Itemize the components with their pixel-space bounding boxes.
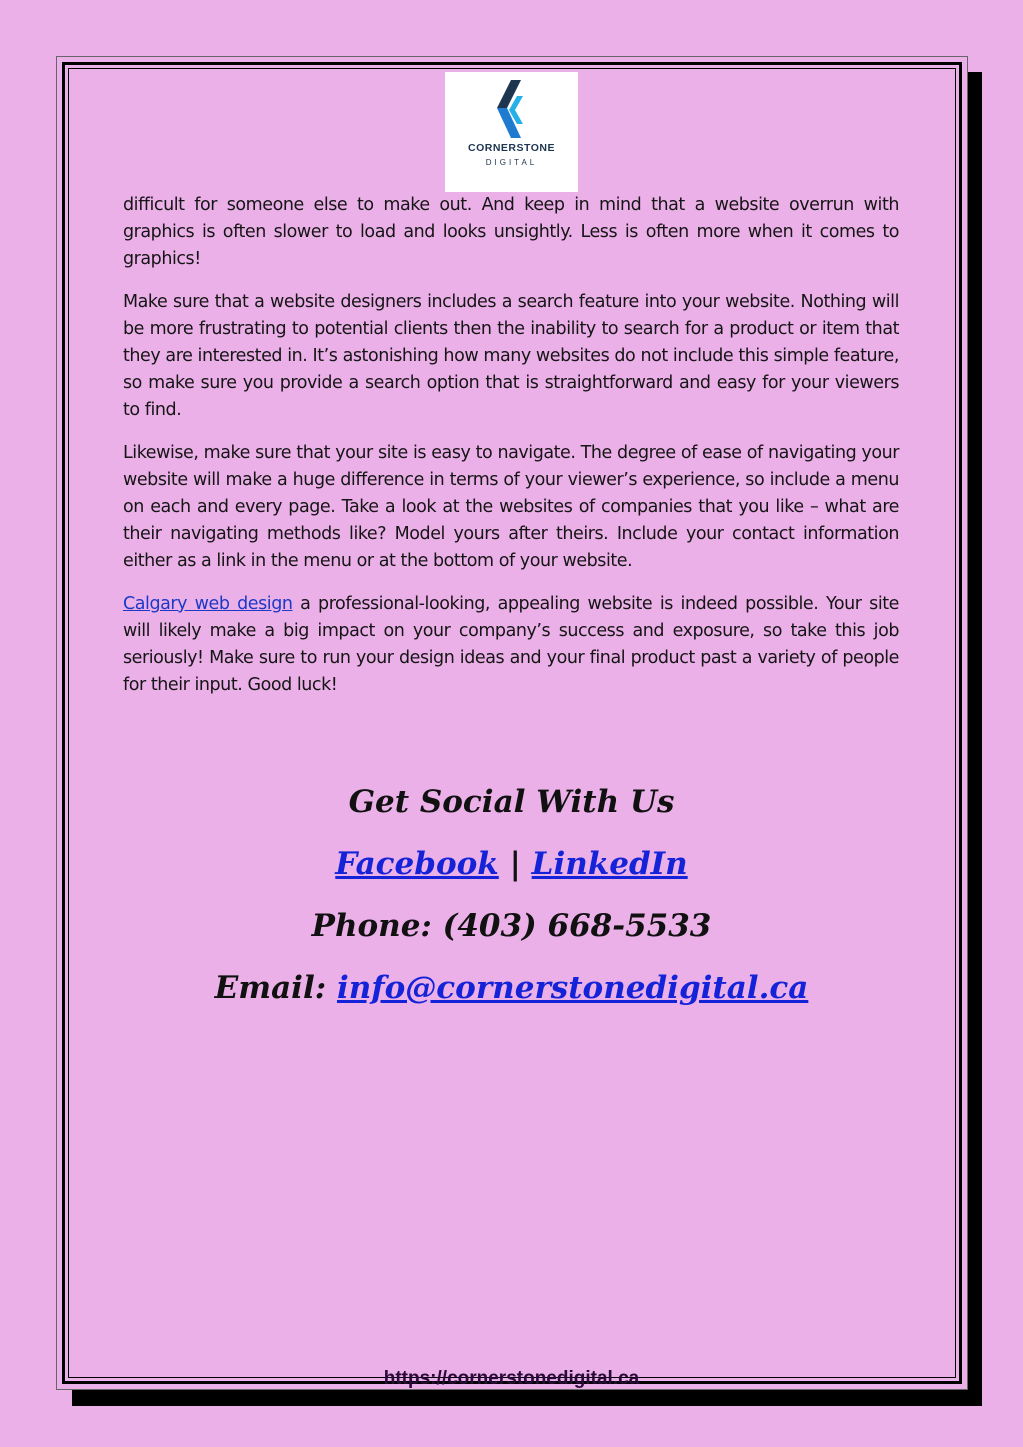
email-link[interactable]: info@cornerstonedigital.ca	[336, 970, 809, 1006]
social-links	[0, 841, 1023, 903]
paragraph-search: Make sure that a website designers includes a search feature into your website. Nothing will be more frustrating to potential clients then the inability to search for a product or item that they are interested in. It’s astonishing how many websites do not include this simple feature, so make sure you provide a search option that is straightforward and easy for your viewers to find.	[123, 292, 899, 420]
logo-name: CORNERSTONE	[468, 142, 555, 154]
social-section	[0, 779, 1023, 1027]
social-heading: Get Social With Us	[348, 784, 675, 820]
linkedin-link[interactable]: LinkedIn	[531, 846, 688, 882]
facebook-link[interactable]: Facebook	[335, 846, 499, 882]
article-body	[123, 192, 899, 715]
paragraph-graphics: difficult for someone else to make out. And keep in mind that a website overrun with graphics is often slower to load and looks unsightly. Less is often more when it comes to graphics!	[123, 195, 899, 269]
paragraph-navigation: Likewise, make sure that your site is easy to navigate. The degree of ease of navigating your website will make a huge difference in terms of your viewer’s experience, so include a menu on each and every page. Take a look at the websites of companies that you like – what are their navigating methods like? Model yours after theirs. Include your contact information either as a link in the menu or at the bottom of your website.	[123, 443, 899, 571]
footer-url	[0, 1362, 1023, 1376]
email-label: Email:	[214, 970, 327, 1006]
paragraph-conclusion	[123, 591, 899, 699]
phone-number: Phone: (403) 668-5533	[311, 908, 712, 944]
cornerstone-logo	[445, 72, 578, 192]
calgary-web-design-link[interactable]: Calgary web design	[123, 594, 293, 614]
link-separator: |	[509, 846, 521, 882]
cornerstone-logo-icon	[493, 80, 529, 138]
email-line	[0, 965, 1023, 1027]
paragraph-conclusion-text: a professional-looking, appealing website is indeed possible. Your site will likely make a big impact on your company’s success and exposure, so take this job seriously! Make sure to run your design ideas and your final product past a variety of people for their input. Good luck!	[123, 594, 899, 695]
logo-subtitle: DIGITAL	[485, 158, 538, 167]
